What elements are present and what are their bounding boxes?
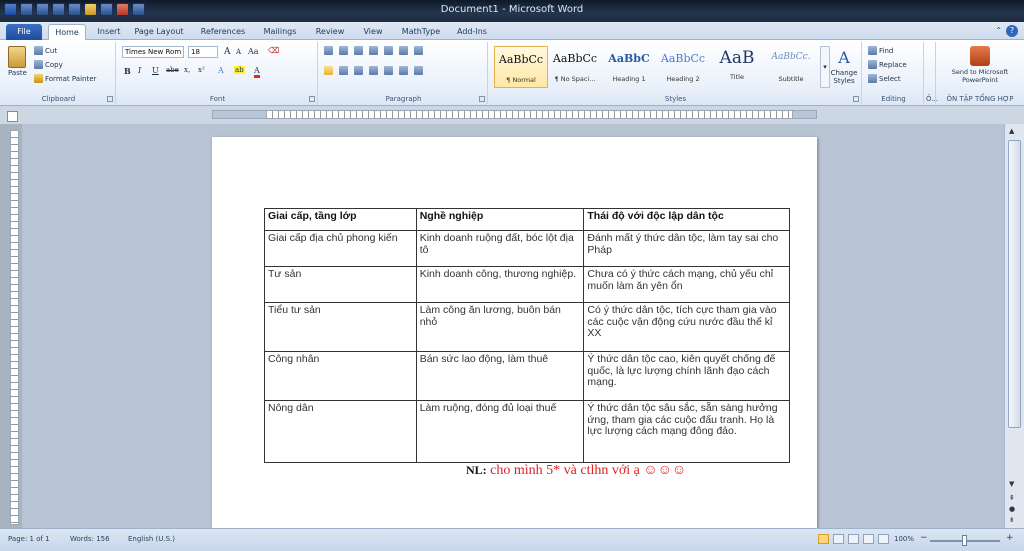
shading-icon[interactable] (399, 66, 408, 75)
tab-file[interactable]: File (6, 24, 42, 40)
text-effects-button[interactable]: A (218, 66, 224, 75)
editing-group-label: Editing (881, 95, 906, 103)
title-bar (0, 0, 1024, 22)
style-title[interactable]: AaB Title (719, 48, 755, 81)
table-cell[interactable]: Kinh doanh ruộng đất, bóc lột địa tô (416, 231, 584, 267)
ontap-group (938, 42, 1022, 104)
font-name-select[interactable]: Times New Rom (122, 46, 184, 58)
powerpoint-icon (970, 46, 990, 66)
table-header-cell[interactable]: Thái độ với độc lập dân tộc (584, 209, 790, 231)
styles-launcher-icon[interactable] (853, 96, 859, 102)
outline-view-icon[interactable] (863, 534, 874, 544)
ruler-right-margin (792, 110, 817, 119)
ontap-group-label: ÔN TẬP TỔNG HỢP (946, 95, 1014, 103)
replace-button[interactable]: Replace (868, 60, 907, 69)
styles-group-label: Styles (664, 95, 687, 103)
paragraph-launcher-icon[interactable] (479, 96, 485, 102)
page-count[interactable]: Page: 1 of 1 (8, 535, 50, 543)
paragraph-row-2 (324, 66, 423, 75)
styles-scroll-icon[interactable]: ▾ (820, 46, 830, 88)
window-title: Document1 - Microsoft Word (440, 4, 584, 15)
tab-page-layout[interactable]: Page Layout (134, 27, 184, 36)
bold-button[interactable]: B (124, 66, 131, 76)
browse-object-icon[interactable]: ● (1009, 505, 1016, 513)
tab-insert[interactable]: Insert (97, 27, 121, 36)
table-cell[interactable]: Làm ruộng, đóng đủ loại thuế (416, 401, 584, 463)
style-subtitle[interactable]: AaBbCc. Subtitle (771, 52, 811, 83)
multilevel-list-icon[interactable] (354, 46, 363, 55)
shrink-font-button[interactable]: A (236, 48, 242, 56)
document-note[interactable] (466, 463, 686, 479)
scissors-icon (34, 46, 43, 55)
font-group-label: Font (209, 95, 226, 103)
zoom-out-icon[interactable]: − (920, 533, 928, 543)
tab-review[interactable]: Review (315, 27, 345, 36)
copy-icon (34, 60, 43, 69)
subscript-button[interactable]: x, (184, 66, 191, 74)
collapsed-group-label: Ô... (926, 95, 938, 103)
format-painter-button[interactable]: Format Painter (34, 74, 96, 83)
language-indicator[interactable]: English (U.S.) (128, 535, 175, 543)
change-styles-icon: A (838, 48, 850, 67)
word-count[interactable]: Words: 156 (70, 535, 110, 543)
table-cell[interactable]: Đánh mất ý thức dân tộc, làm tay sai cho Pháp (584, 231, 790, 267)
full-screen-reading-view-icon[interactable] (833, 534, 844, 544)
paragraph-group-label: Paragraph (385, 95, 422, 103)
vertical-ruler[interactable] (10, 130, 19, 525)
clipboard-group (2, 42, 116, 104)
tab-mailings[interactable]: Mailings (263, 27, 297, 36)
font-size-select[interactable]: 18 (188, 46, 218, 58)
collapsed-group[interactable] (926, 42, 936, 104)
table-cell[interactable]: Tiểu tư sản (265, 303, 417, 352)
table-cell[interactable]: Nông dân (265, 401, 417, 463)
scroll-up-icon[interactable]: ▲ (1009, 127, 1015, 135)
next-page-icon[interactable]: ⇟ (1009, 516, 1015, 524)
tab-selector-icon[interactable] (7, 111, 18, 122)
italic-button[interactable]: I (138, 66, 142, 75)
table-row (265, 231, 790, 267)
underline-button[interactable]: U (152, 66, 159, 75)
style-no-spacing[interactable]: AaBbCc ¶ No Spaci... (552, 52, 598, 83)
note-label: NL: (466, 463, 487, 477)
zoom-slider-thumb[interactable] (962, 535, 967, 546)
align-right-icon[interactable] (354, 66, 363, 75)
tab-references[interactable]: References (200, 27, 246, 36)
decrease-indent-icon[interactable] (369, 46, 378, 55)
zoom-in-icon[interactable]: + (1006, 533, 1014, 543)
table-cell[interactable]: Bán sức lao động, làm thuê (416, 352, 584, 401)
table-cell[interactable]: Có ý thức dân tộc, tích cực tham gia vào các cuộc vận động cứu nước đầu thế kỉ XX (584, 303, 790, 352)
style-normal[interactable]: AaBbCc ¶ Normal (494, 46, 548, 88)
note-text: cho mình 5* và ctlhn với ạ ☺☺☺ (490, 463, 687, 478)
document-table[interactable] (264, 208, 790, 463)
horizontal-ruler[interactable] (212, 110, 817, 119)
font-color-button[interactable]: A (254, 66, 260, 78)
web-layout-view-icon[interactable] (848, 534, 859, 544)
font-group (118, 42, 318, 104)
paragraph-row-1 (324, 46, 423, 55)
zoom-level[interactable]: 100% (894, 535, 915, 543)
select-button[interactable]: Select (868, 74, 901, 83)
clipboard-group-label: Clipboard (41, 95, 76, 103)
ruler-left-margin (212, 110, 267, 119)
change-styles-button[interactable]: A Change Styles (830, 48, 858, 85)
replace-icon (868, 60, 877, 69)
ribbon-tabs (0, 22, 1024, 40)
increase-indent-icon[interactable] (384, 46, 393, 55)
status-bar (0, 528, 1024, 551)
table-row (265, 401, 790, 463)
table-cell[interactable]: Giai cấp địa chủ phong kiến (265, 231, 417, 267)
strikethrough-button[interactable]: abe (166, 66, 179, 74)
editing-group (864, 42, 924, 104)
copy-button[interactable]: Copy (34, 60, 63, 69)
table-cell[interactable]: Công nhân (265, 352, 417, 401)
clear-formatting-icon[interactable]: ⌫ (268, 46, 280, 55)
show-marks-icon[interactable] (414, 46, 423, 55)
table-cell[interactable]: Ý thức dân tộc sâu sắc, sẵn sàng hưởng ứng, tham gia các cuộc đấu tranh. Họ là lực lượng cách mạng đông đảo. (584, 401, 790, 463)
vertical-scrollbar[interactable] (1004, 124, 1024, 528)
tab-add-ins[interactable]: Add-Ins (457, 27, 487, 36)
table-cell[interactable]: Làm công ăn lương, buôn bán nhỏ (416, 303, 584, 352)
ribbon-home (0, 40, 1024, 106)
paste-button[interactable]: Paste (8, 46, 27, 77)
scroll-down-icon[interactable]: ▼ (1009, 480, 1015, 488)
align-left-icon[interactable] (324, 66, 333, 75)
grow-font-button[interactable]: A (224, 47, 231, 57)
table-cell[interactable]: Tư sản (265, 267, 417, 303)
format-painter-icon (34, 74, 43, 83)
clipboard-launcher-icon[interactable] (107, 96, 113, 102)
help-icon[interactable]: ? (1006, 25, 1018, 37)
align-center-icon[interactable] (339, 66, 348, 75)
table-cell[interactable]: Ý thức dân tộc cao, kiên quyết chống đế quốc, là lực lượng chính lãnh đạo cách mạng. (584, 352, 790, 401)
table-header-cell[interactable]: Nghề nghiệp (416, 209, 584, 231)
cut-button[interactable]: Cut (34, 46, 57, 55)
superscript-button[interactable]: x² (198, 66, 205, 74)
font-launcher-icon[interactable] (309, 96, 315, 102)
send-to-powerpoint-button[interactable]: Send to Microsoft PowerPoint (942, 46, 1018, 84)
tab-mathtype[interactable]: MathType (401, 27, 441, 36)
table-row (265, 352, 790, 401)
table-cell[interactable]: Chưa có ý thức cách mạng, chủ yếu chỉ muốn làm ăn yên ổn (584, 267, 790, 303)
sort-icon[interactable] (399, 46, 408, 55)
borders-icon[interactable] (414, 66, 423, 75)
style-heading-2[interactable]: AaBbCc Heading 2 (660, 52, 706, 83)
table-row (265, 303, 790, 352)
scrollbar-thumb[interactable] (1008, 140, 1021, 428)
justify-icon[interactable] (369, 66, 378, 75)
tab-home[interactable]: Home (48, 24, 86, 40)
previous-page-icon[interactable]: ⇞ (1009, 494, 1015, 502)
find-button[interactable]: Find (868, 46, 893, 55)
binoculars-icon (868, 46, 877, 55)
styles-group (490, 42, 862, 104)
paste-icon (8, 46, 26, 68)
highlight-button[interactable]: ab (235, 66, 244, 74)
line-spacing-icon[interactable] (384, 66, 393, 75)
paragraph-group (320, 42, 488, 104)
tab-view[interactable]: View (363, 27, 383, 36)
numbering-icon[interactable] (339, 46, 348, 55)
draft-view-icon[interactable] (878, 534, 889, 544)
bullets-icon[interactable] (324, 46, 333, 55)
change-case-button[interactable]: Aa (248, 47, 259, 56)
table-row (265, 267, 790, 303)
minimize-ribbon-icon[interactable]: ⌃ (995, 26, 1002, 35)
style-heading-1[interactable]: AaBbC Heading 1 (608, 52, 650, 83)
table-header-cell[interactable]: Giai cấp, tầng lớp (265, 209, 417, 231)
select-arrow-icon (868, 74, 877, 83)
table-cell[interactable]: Kinh doanh công, thương nghiệp. (416, 267, 584, 303)
print-layout-view-icon[interactable] (818, 534, 829, 544)
table-header-row (265, 209, 790, 231)
